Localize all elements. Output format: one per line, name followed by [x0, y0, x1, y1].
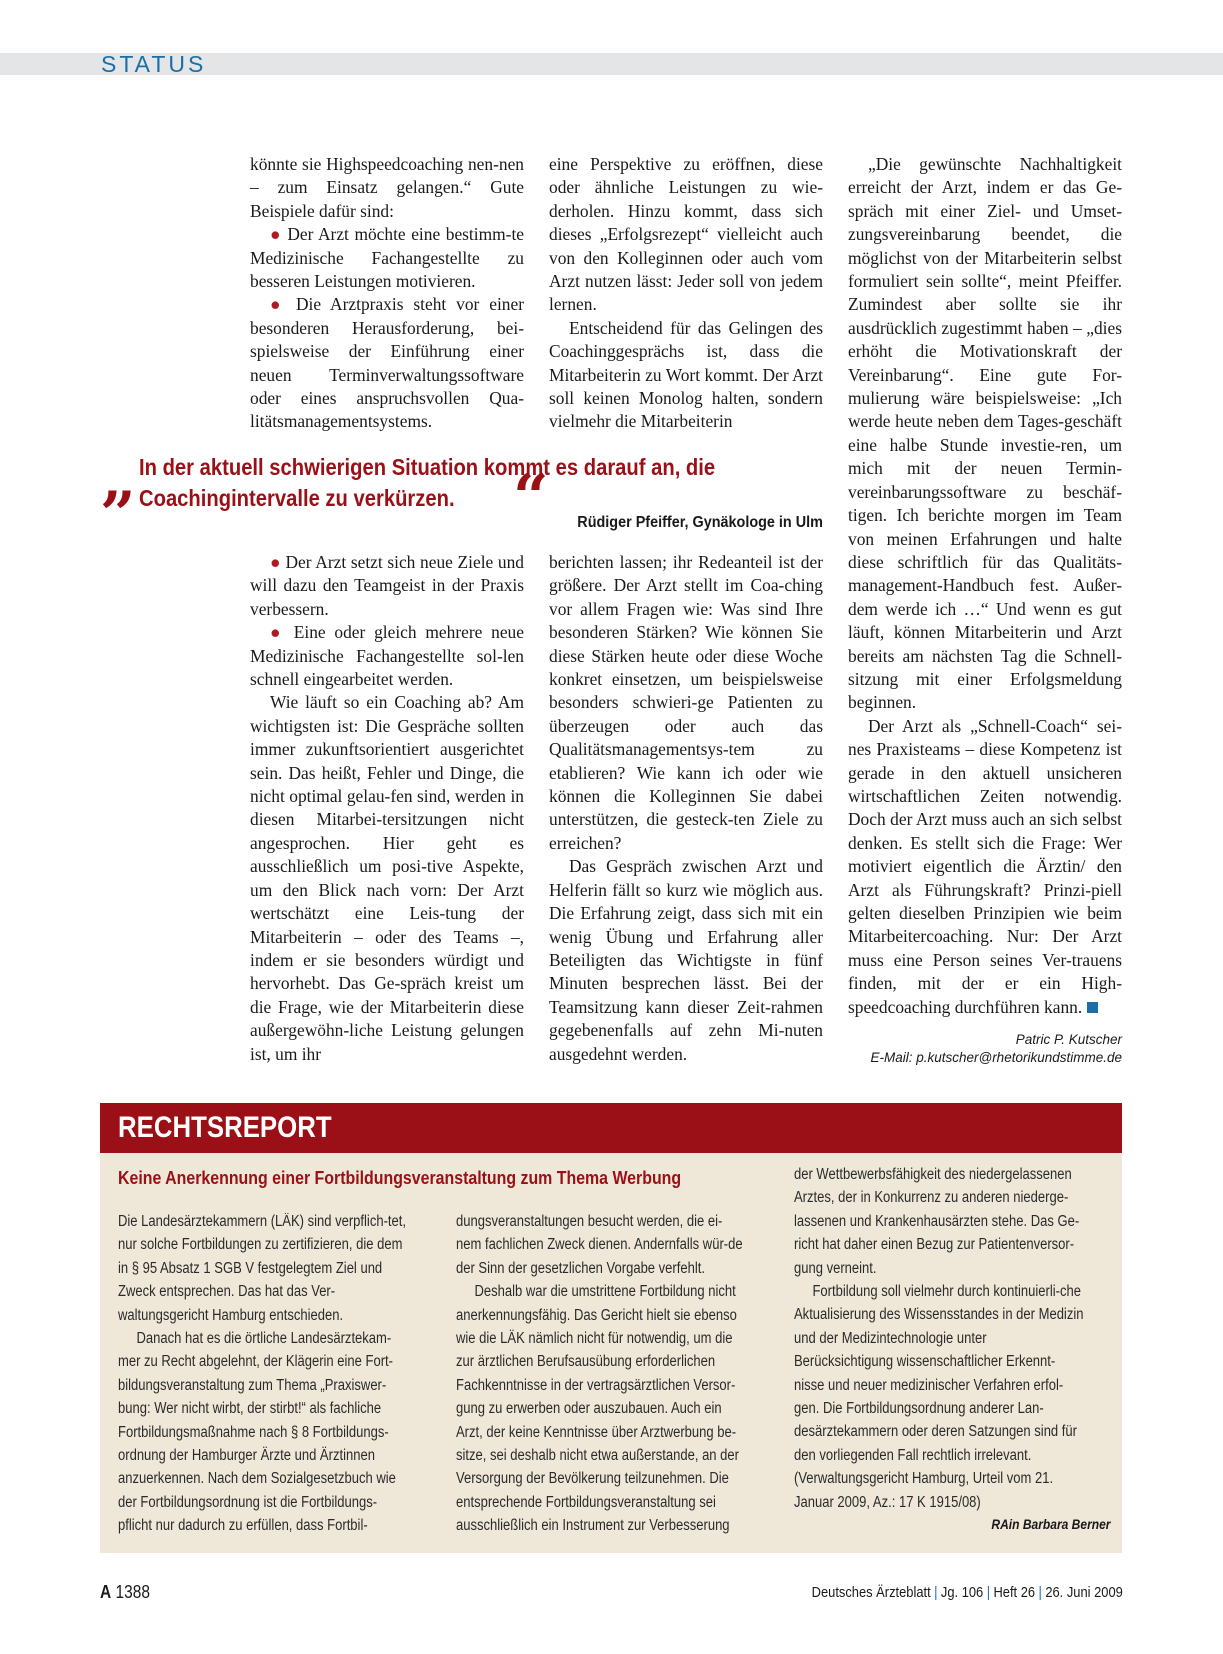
paragraph: Das Gespräch zwischen Arzt und Helferin fällt so kurz wie möglich aus. Die Erfahrung zeigt, dass sich mit ein wenig Übung und Erfahrung aller Beteiligten das Wichtigste in fünf Minuten besprechen lässt. Bei der Teamsitzung kann dieser Zeit-rahmen gegebenenfalls auf zehn Mi-nuten ausgedehnt werden. [549, 856, 823, 1064]
bullet-text: Der Arzt setzt sich neue Ziele und will dazu den Teamgeist in der Praxis verbessern. [250, 552, 524, 619]
separator: | [986, 1584, 991, 1601]
close-quote-icon: “ [513, 460, 549, 533]
paragraph: Die Landesärztekammern (LÄK) sind verpflich-tet, nur solche Fortbildungen zu zertifizieren, die dem in § 95 Absatz 1 SGB V festgelegtem Ziel und Zweck entsprechen. Das hat das Ver-waltungsgericht Hamburg entschieden. [118, 1213, 407, 1324]
end-mark-icon [1087, 1002, 1098, 1013]
paragraph: Entscheidend für das Gelingen des Coachinggesprächs ist, dass die Mitarbeiterin zu Wort kommt. Der Arzt soll keinen Monolog halten, sondern vielmehr die Mitarbeiterin [549, 317, 823, 432]
journal-volume: Jg. 106 [941, 1584, 984, 1601]
journal-date: 26. Juni 2009 [1045, 1584, 1123, 1601]
bullet-text: Die Arztpraxis steht vor einer besonderen Herausforderung, bei-spielsweise der Einführung einer neuen Terminverwaltungssoftware oder eines anspruchsvollen Qua-litätsmanagementsystems. [250, 294, 524, 432]
paragraph: der Wettbewerbsfähigkeit des niedergelassenen Arztes, der in Konkurrenz zu anderen niederge-lassenen und Krankenhausärzten stehe. Das Ge-richt hat daher einen Bezug zur Patientenversor-gung verneint. [794, 1166, 1080, 1277]
page-number [100, 1582, 150, 1603]
bullet-text: Der Arzt möchte eine bestimm-te Medizinische Fachangestellte zu besseren Leistungen motivieren. [250, 224, 524, 292]
journal-issue: Heft 26 [993, 1584, 1036, 1601]
article-top-col2 [549, 153, 823, 434]
rechtsreport-col3 [794, 1163, 1084, 1514]
open-quote-icon: „ [101, 442, 137, 515]
paragraph: dungsveranstaltungen besucht werden, die ei-nem fachlichen Zweck dienen. Andernfalls wür-de der Sinn der gesetzlichen Vorgabe verfehlt. [456, 1213, 743, 1277]
bullet-icon: ● [270, 224, 282, 245]
author-email: E-Mail: p.kutscher@rhetorikundstimme.de [870, 1050, 1122, 1066]
pullquote-line1: In der aktuell schwierigen Situation kommt es darauf an, die [139, 454, 716, 480]
bullet-text: Eine oder gleich mehrere neue Medizinische Fachangestellte sol-len schnell eingearbeitet werden. [250, 622, 524, 690]
bullet-icon: ● [270, 552, 281, 572]
bullet-item [250, 551, 524, 621]
paragraph: könnte sie Highspeedcoaching nen-nen – zum Einsatz gelangen.“ Gute Beispiele dafür sind: [250, 154, 524, 221]
page-prefix: A [100, 1582, 112, 1602]
paragraph: Deshalb war die umstrittene Fortbildung nicht anerkennungsfähig. Das Gericht hielt sie ebenso wie die LÄK nämlich nicht für notwendig, um die zur ärztlichen Berufsausübung erforderlichen Fachkenntnisse in der vertragsärztlichen Versor-gung zu erwerben oder auszubauen. Auch ein Arzt, der keine Kenntnisse über Arztwerbung be-sitze, sei deshalb nicht etwa außerstande, an der Versorgung der Bevölkerung teilzunehmen. Die entsprechende Fortbildungsveranstaltung sei ausschließlich ein Instrument zur Verbesserung [456, 1283, 739, 1535]
bullet-item [250, 621, 524, 691]
paragraph: Danach hat es die örtliche Landesärztekam-mer zu Recht abgelehnt, der Klägerin eine Fort-bildungsveranstaltung zum Thema „Praxiswer-bung: Wer nicht wirbt, der stirbt!“ als fachliche Fortbildungsmaßnahme nach § 8 Fortbildungs-ordnung der Hamburger Ärzte und Ärztinnen anzuerkennen. Nach dem Sozialgesetzbuch wie der Fortbildungsordnung ist die Fortbildungs-pflicht nur dadurch zu erfüllen, dass Fortbil- [118, 1330, 396, 1535]
pullquote-line2: Coachingintervalle zu verkürzen. [139, 485, 455, 511]
bullet-icon: ● [270, 622, 285, 643]
rechtsreport-col1 [118, 1210, 408, 1538]
pullquote-attribution: Rüdiger Pfeiffer, Gynäkologe in Ulm [577, 514, 823, 531]
paragraph: eine Perspektive zu eröffnen, diese oder ähnliche Leistungen zu wie-derholen. Hinzu kommt, dass sich dieses „Erfolgsrezept“ vielleicht auch von den Kolleginnen oder auch vom Arzt nutzen lässt: Jeder soll von jedem lernen. [549, 154, 823, 315]
paragraph: Wie läuft so ein Coaching ab? Am wichtigsten ist: Die Gespräche sollten immer zukunftsorientiert ausgerichtet sein. Das heißt, Fehler und Dinge, die nicht optimal gelau-fen sind, werden in diesen Mitarbei-tersitzungen nicht angesprochen. Hier geht es ausschließlich um posi-tive Aspekte, um den Blick nach vorn: Der Arzt wertschätzt eine Leis-tung der Mitarbeiterin – oder des Teams –, indem er sie besonders würdigt und hervorhebt. Das Ge-spräch kreist um die Frage, wie der Mitarbeiterin diese außergewöhn-liche Leistung gelungen ist, um ihr [250, 692, 524, 1064]
rechtsreport-col2 [456, 1210, 746, 1538]
rechtsreport-signature: RAin Barbara Berner [990, 1516, 1110, 1532]
section-label: STATUS [101, 51, 207, 77]
journal-name: Deutsches Ärzteblatt [811, 1584, 931, 1601]
bullet-item [250, 293, 524, 433]
article-top-col1 [250, 153, 524, 434]
article-bottom-col1 [250, 551, 524, 1066]
paragraph: „Die gewünschte Nachhaltigkeit erreicht der Arzt, indem er das Ge-spräch mit einer Ziel- und Umset-zungsvereinbarung beendet, die möglichst von der Mitarbeiterin selbst formuliert sein sollte“, meint Pfeiffer. Zumindest aber sollte sie ihr ausdrücklich zugestimmt haben – „dies erhöht die Motivationskraft der Vereinbarung“. Eine gute For-mulierung wäre beispielsweise: „Ich werde heute neben dem Tages-geschäft eine halbe Stunde investie-ren, um mich mit der neuen Termin-vereinbarungssoftware zu beschäf-tigen. Ich berichte morgen im Team von meinen Erfahrungen und halte diese schriftlich für das Qualitäts-management-Handbuch fest. Außer-dem werde ich …“ Und wenn es gut läuft, können Mitarbeiterin und Arzt bereits am nächsten Tag die Schnell-sitzung mit einer Erfolgsmeldung beginnen. [848, 154, 1122, 713]
separator: | [1038, 1584, 1043, 1601]
paragraph: berichten lassen; ihr Redeanteil ist der größere. Der Arzt stellt im Coa-ching vor allem Fragen wie: Was sind Ihre besonderen Stärken? Wie können Sie diese Stärken heute oder diese Woche konkret einsetzen, um beispielsweise besonders schwieri-ge Patienten zu überzeugen oder auch das Qualitätsmanagementsys-tem zu etablieren? Wie kann ich oder wie können die Kolleginnen Sie dabei unterstützen, die gesteck-ten Ziele zu erreichen? [549, 552, 823, 853]
rechtsreport-title: RECHTSREPORT [118, 1111, 332, 1144]
rechtsreport-subtitle: Keine Anerkennung einer Fortbildungsveranstaltung zum Thema Werbung [118, 1167, 682, 1188]
separator: | [934, 1584, 938, 1601]
article-col3 [848, 153, 1122, 1067]
paragraph [848, 715, 1122, 1019]
page-number-value: 1388 [115, 1582, 150, 1602]
bullet-icon: ● [270, 294, 287, 315]
journal-info [812, 1584, 1123, 1601]
author-name: Patric P. Kutscher [1015, 1032, 1122, 1048]
article-bottom-col2 [549, 551, 823, 1066]
paragraph-text: Der Arzt als „Schnell-Coach“ sei-nes Praxisteams – diese Kompetenz ist gerade in den aktuell unsicheren wirtschaftlichen Zeiten notwendig. Doch der Arzt muss auch an sich selbst denken. Es stellt sich die Frage: Wer motiviert eigentlich die Ärztin/ den Arzt als Führungskraft? Prinzi-piell gelten dieselben Prinzipien wie beim Mitarbeitercoaching. Nur: Der Arzt muss eine Person seines Ver-trauens finden, mit der er ein High-speedcoaching durchführen kann. [848, 715, 1122, 1017]
bullet-item [250, 223, 524, 293]
paragraph: Fortbildung soll vielmehr durch kontinuierli-che Aktualisierung des Wissensstandes in der Medizin und der Medizintechnologie unter Berücksichtigung wissenschaftlicher Erkennt-nisse und neuer medizinischer Verfahren erfol-gen. Die Fortbildungsordnung anderer Lan-desärztekammern oder deren Satzungen sind für den vorliegenden Fall rechtlich irrelevant. (Verwaltungsgericht Hamburg, Urteil vom 21. Januar 2009, Az.: 17 K 1915/08) [794, 1283, 1084, 1511]
